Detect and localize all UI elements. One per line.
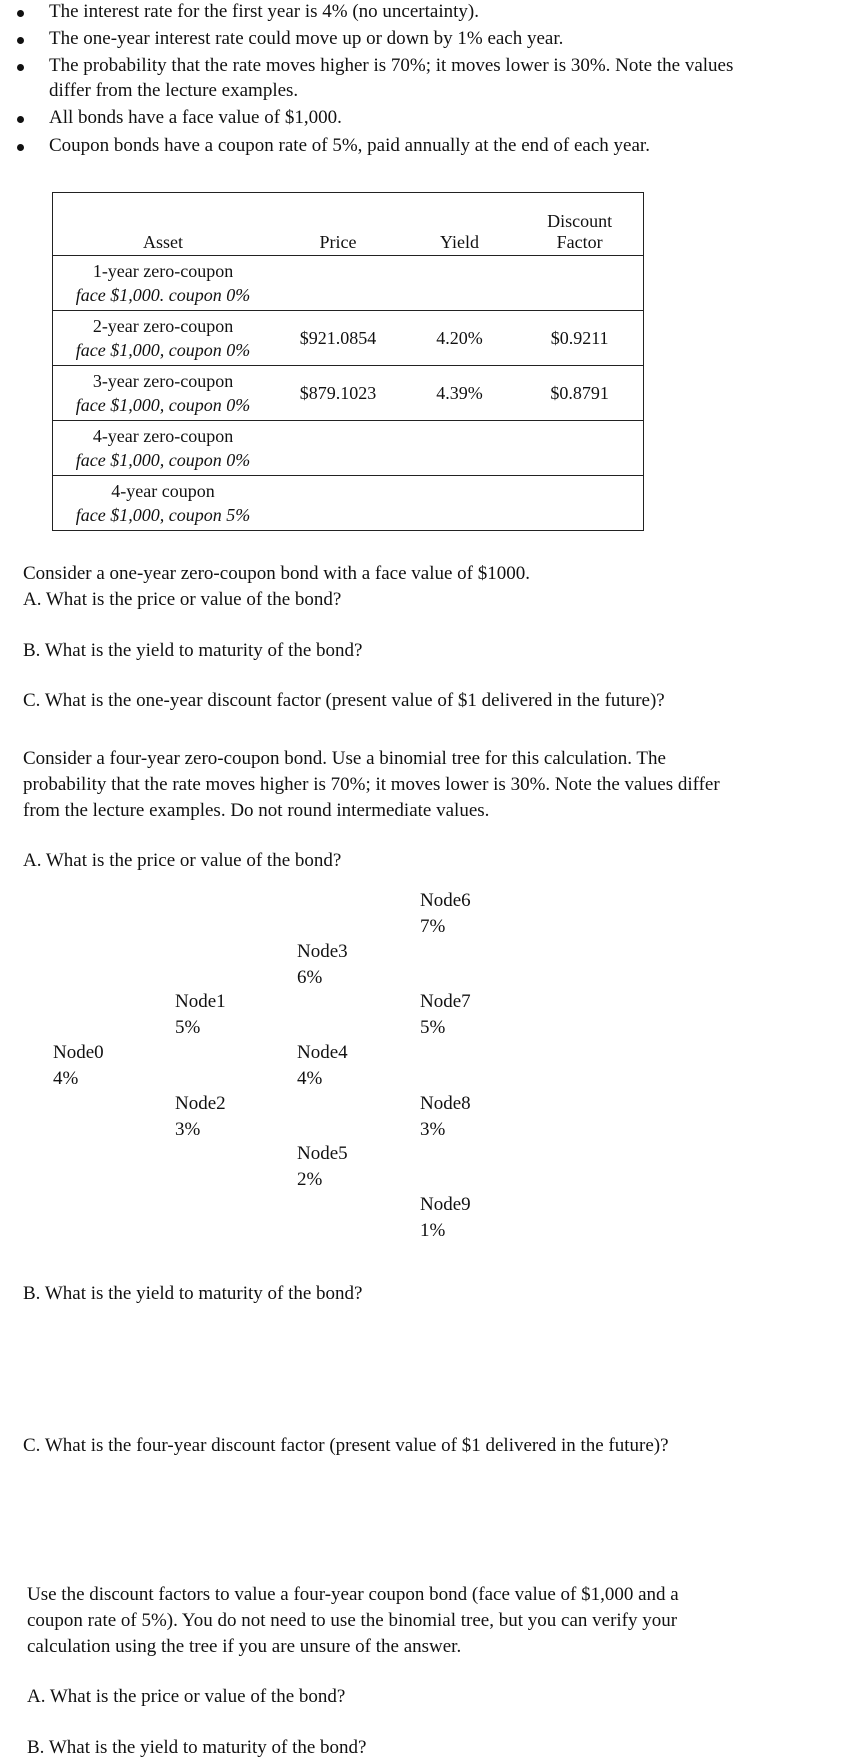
yield-cell: [403, 256, 516, 311]
asset-name: 1-year zero-coupon: [92, 260, 234, 281]
asset-terms: face $1,000, coupon 0%: [75, 395, 251, 415]
node-label: Node8: [420, 1093, 471, 1114]
q3-intro-line: Use the discount factors to value a four-year coupon bond (face value of $1,000 and a: [27, 1584, 679, 1605]
header-discount-factor: [516, 193, 643, 256]
asset-terms: face $1,000, coupon 0%: [75, 340, 251, 360]
q1-part-a: A. What is the price or value of the bond?: [23, 589, 342, 610]
q3-part-b: B. What is the yield to maturity of the bond?: [27, 1737, 367, 1758]
node-label: Node7: [420, 991, 471, 1012]
q2-part-b: B. What is the yield to maturity of the bond?: [23, 1283, 363, 1304]
asset-cell: [53, 366, 274, 421]
node-rate: 6%: [297, 966, 323, 988]
table-row: [53, 366, 644, 421]
asset-terms: face $1,000, coupon 0%: [75, 450, 251, 470]
assumption-text: All bonds have a face value of $1,000.: [49, 107, 342, 128]
tree-node-2: [175, 1091, 226, 1142]
table-header-row: [53, 193, 644, 256]
node-label: Node5: [297, 1143, 348, 1164]
discount-factor-cell: $0.8791: [550, 382, 609, 403]
tree-node-3: [297, 939, 348, 990]
asset-cell: [53, 256, 274, 311]
node-label: Node9: [420, 1194, 471, 1215]
bullet-icon: [17, 116, 24, 123]
node-label: Node2: [175, 1093, 226, 1114]
assumption-item: [49, 107, 342, 130]
q1-part-c: C. What is the one-year discount factor (present value of $1 delivered in the future)?: [23, 690, 665, 711]
table-row: [53, 421, 644, 476]
node-rate: 3%: [175, 1118, 201, 1140]
assumption-item: [49, 1, 479, 24]
yield-cell: [403, 421, 516, 476]
table-row: [53, 311, 644, 366]
node-rate: 5%: [175, 1016, 201, 1038]
q2-part-a: A. What is the price or value of the bond?: [23, 850, 342, 871]
node-label: Node6: [420, 890, 471, 911]
price-cell: [273, 256, 403, 311]
asset-table: [52, 192, 644, 531]
node-rate: 5%: [420, 1016, 446, 1038]
price-cell: [273, 421, 403, 476]
assumption-item: [49, 55, 733, 78]
header-yield: Yield: [440, 232, 480, 252]
tree-node-6: [420, 888, 471, 939]
node-rate: 3%: [420, 1118, 446, 1140]
table-row: [53, 476, 644, 531]
assumption-text: The probability that the rate moves higher is 70%; it moves lower is 30%. Note the values: [49, 55, 734, 76]
bullet-icon: [17, 144, 24, 151]
q2-intro-line: from the lecture examples. Do not round intermediate values.: [23, 800, 490, 821]
price-cell: $921.0854: [299, 327, 377, 348]
header-asset: Asset: [143, 232, 184, 252]
assumption-text: Coupon bonds have a coupon rate of 5%, paid annually at the end of each year.: [49, 135, 650, 156]
q3-intro-line: calculation using the tree if you are unsure of the answer.: [27, 1636, 462, 1657]
discount-factor-cell: $0.9211: [550, 327, 609, 348]
q3-intro-line: coupon rate of 5%). You do not need to use the binomial tree, but you can verify your: [27, 1610, 678, 1631]
asset-cell: [53, 476, 274, 531]
asset-name: 4-year coupon: [111, 480, 215, 501]
q1-part-b: B. What is the yield to maturity of the bond?: [23, 640, 363, 661]
q2-intro-line: probability that the rate moves higher is 70%; it moves lower is 30%. Note the values differ: [23, 774, 720, 795]
assumption-text: differ from the lecture examples.: [49, 80, 299, 101]
header-price: Price: [319, 232, 357, 252]
price-cell: [273, 476, 403, 531]
asset-terms: face $1,000, coupon 5%: [75, 505, 251, 525]
price-cell: $879.1023: [299, 382, 377, 403]
yield-cell: 4.39%: [436, 382, 483, 403]
node-label: Node0: [53, 1042, 104, 1063]
q3-part-a: A. What is the price or value of the bond?: [27, 1686, 346, 1707]
yield-cell: 4.20%: [436, 327, 483, 348]
node-rate: 7%: [420, 915, 446, 937]
node-rate: 1%: [420, 1219, 446, 1241]
tree-node-9: [420, 1192, 471, 1243]
table-row: [53, 256, 644, 311]
bullet-icon: [17, 37, 24, 44]
asset-name: 2-year zero-coupon: [92, 315, 234, 336]
assumption-item: [49, 135, 650, 158]
tree-node-1: [175, 989, 226, 1040]
asset-name: 4-year zero-coupon: [92, 425, 234, 446]
yield-cell: [403, 476, 516, 531]
asset-cell: [53, 421, 274, 476]
tree-node-0: [53, 1040, 104, 1091]
node-rate: 4%: [297, 1067, 323, 1089]
assumption-item-continued: [49, 80, 298, 103]
bullet-icon: [17, 64, 24, 71]
asset-name: 3-year zero-coupon: [92, 370, 234, 391]
asset-terms: face $1,000. coupon 0%: [75, 285, 251, 305]
node-label: Node1: [175, 991, 226, 1012]
discount-factor-cell: [516, 256, 643, 311]
node-rate: 4%: [53, 1067, 79, 1089]
node-rate: 2%: [297, 1168, 323, 1190]
tree-node-7: [420, 989, 471, 1040]
assumption-text: The one-year interest rate could move up or down by 1% each year.: [49, 28, 564, 49]
tree-node-8: [420, 1091, 471, 1142]
node-label: Node3: [297, 941, 348, 962]
assumption-text: The interest rate for the first year is 4% (no uncertainty).: [49, 1, 479, 22]
discount-factor-cell: [516, 421, 643, 476]
node-label: Node4: [297, 1042, 348, 1063]
bullet-icon: [17, 10, 24, 17]
tree-node-5: [297, 1141, 348, 1192]
header-discount-line1: Discount: [547, 211, 613, 231]
assumption-item: [49, 28, 563, 51]
discount-factor-cell: [516, 476, 643, 531]
q2-part-c: C. What is the four-year discount factor (present value of $1 delivered in the future)?: [23, 1435, 669, 1456]
q1-intro: Consider a one-year zero-coupon bond with a face value of $1000.: [23, 563, 531, 584]
tree-node-4: [297, 1040, 348, 1091]
asset-cell: [53, 311, 274, 366]
q2-intro-line: Consider a four-year zero-coupon bond. Use a binomial tree for this calculation. The: [23, 748, 666, 769]
header-discount-line2: Factor: [556, 232, 603, 252]
